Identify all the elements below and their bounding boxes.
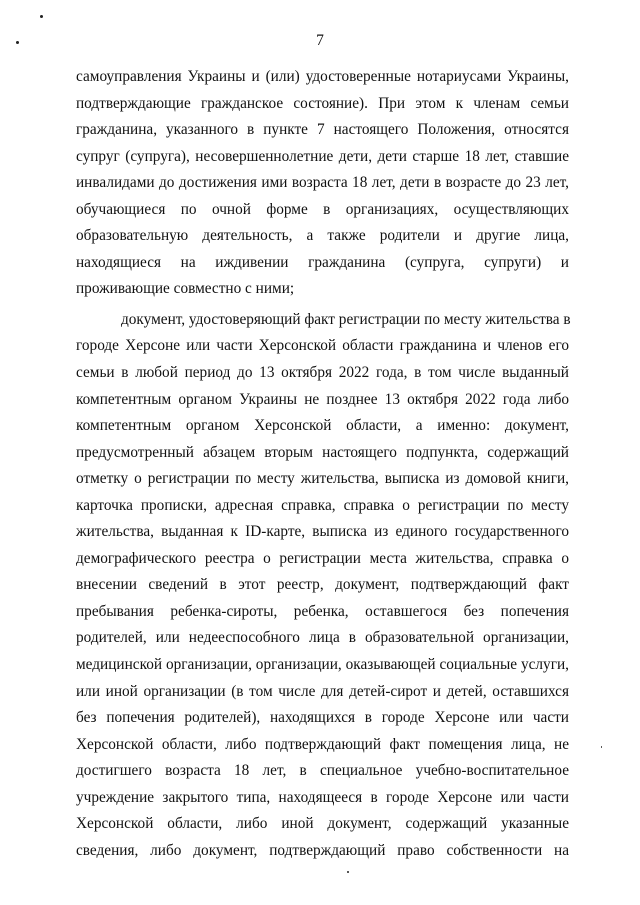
text-line: предусмотренный абзацем вторым настоящего подпункта, содержащий [76, 443, 569, 461]
scan-speck [16, 41, 19, 44]
text-line: внесении сведений в этот реестр, документ, подтверждающий факт [76, 576, 569, 594]
text-line: учреждение закрытого типа, находящееся в городе Херсоне или части [76, 788, 569, 806]
text-line: инвалидами до достижения ими возраста 18 лет, дети в возрасте до 23 лет, [76, 174, 569, 192]
text-line: медицинской организации, организации, оказывающей социальные услуги, [76, 656, 569, 674]
text-line: карточка прописки, адресная справка, справка о регистрации по месту [76, 496, 569, 514]
text-line: или иной организации (в том числе для детей-сирот и детей, оставшихся [76, 682, 569, 700]
text-line: без попечения родителей), находящихся в городе Херсоне или части [76, 709, 569, 727]
text-line: достигшего возраста 18 лет, в специальное учебно-воспитательное [76, 762, 569, 780]
text-line: сведения, либо документ, подтверждающий право собственности на [76, 841, 569, 859]
text-line: демографического реестра о регистрации места жительства, справка о [76, 549, 569, 567]
text-line: компетентным органом Украины не позднее 13 октября 2022 года либо [76, 390, 569, 408]
paragraph [76, 307, 569, 864]
text-line: подтверждающие гражданское состояние). При этом к членам семьи [76, 94, 569, 112]
text-line: жительства, выданная к ID-карте, выписка из единого государственного [76, 523, 569, 541]
scan-speck [40, 15, 43, 18]
paragraph [76, 64, 569, 303]
text-line: пребывания ребенка-сироты, ребенка, оставшегося без попечения [76, 602, 569, 620]
page-number: 7 [316, 32, 324, 49]
text-line: проживающие совместно с ними; [76, 280, 295, 298]
text-line: Херсонской области, либо подтверждающий факт помещения лица, не [76, 735, 569, 753]
text-line: образовательную деятельность, а также родители и другие лица, [76, 227, 569, 245]
document-body [76, 64, 569, 864]
scan-speck [347, 871, 349, 873]
text-line: самоуправления Украины и (или) удостоверенные нотариусами Украины, [76, 68, 569, 85]
text-line: гражданина, указанного в пункте 7 настоящего Положения, относятся [76, 121, 569, 139]
text-line: находящиеся на иждивении гражданина (супруга, супруги) и [76, 253, 569, 271]
text-line: семьи в любой период до 13 октября 2022 года, в том числе выданный [76, 364, 569, 382]
text-line: обучающиеся по очной форме в организациях, осуществляющих [76, 200, 569, 218]
text-line: родителей, или недееспособного лица в образовательной организации, [76, 629, 569, 647]
scan-speck [601, 746, 602, 748]
text-line: Херсонской области, либо иной документ, содержащий указанные [76, 815, 569, 833]
text-line: супруг (супруга), несовершеннолетние дети, дети старше 18 лет, ставшие [76, 147, 569, 165]
text-line: компетентным органом Херсонской области, а именно: документ, [76, 417, 569, 435]
text-line: отметку о регистрации по месту жительства, выписка из домовой книги, [76, 470, 569, 488]
text-line: документ, удостоверяющий факт регистрации по месту жительства в [121, 310, 571, 328]
text-line: городе Херсоне или части Херсонской области гражданина и членов его [76, 337, 569, 355]
